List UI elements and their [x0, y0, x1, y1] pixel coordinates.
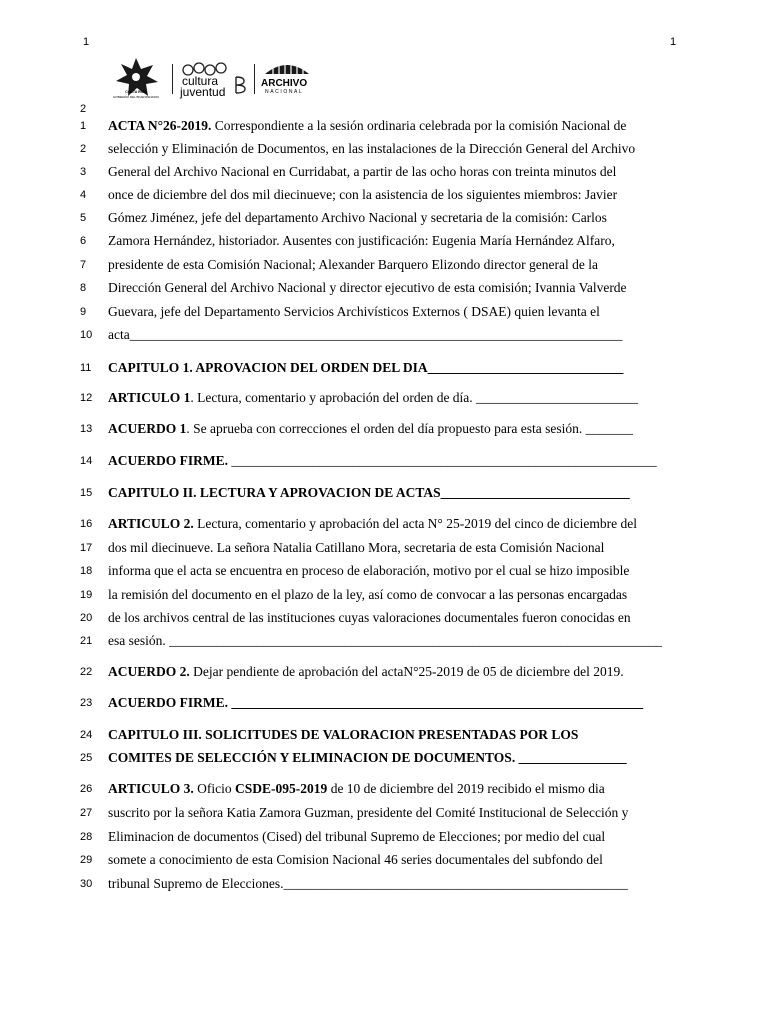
- text-run: acta_________________________________________________________________________: [108, 327, 623, 342]
- page-number-right: 1: [670, 36, 677, 48]
- line-number: 9: [80, 306, 87, 318]
- line-number: 29: [80, 854, 93, 866]
- text-run: Gómez Jiménez, jefe del departamento Archivo Nacional y secretaria de la comisión: Carlos: [108, 210, 607, 225]
- line-number: 30: [80, 878, 93, 890]
- line-number: 8: [80, 282, 87, 294]
- line-number: 21: [80, 635, 93, 647]
- line-number: 23: [80, 697, 93, 709]
- line-number: 28: [80, 831, 93, 843]
- line-number: 2: [80, 103, 87, 115]
- line-number: 19: [80, 589, 93, 601]
- document-line: [108, 829, 708, 845]
- document-line: [108, 540, 708, 556]
- text-run: tribunal Supremo de Elecciones.___________________________________________________: [108, 876, 628, 891]
- line-number: 2: [80, 143, 87, 155]
- line-number: 12: [80, 392, 93, 404]
- document-line: [108, 453, 708, 469]
- line-number: 4: [80, 189, 87, 201]
- document-line: [108, 805, 708, 821]
- document-line: [108, 781, 708, 797]
- line-number: 13: [80, 423, 93, 435]
- line-number: 18: [80, 565, 93, 577]
- document-line: [108, 485, 708, 501]
- bold-text-run: ACUERDO 1: [108, 421, 187, 436]
- document-line: [108, 876, 708, 892]
- juventud-word: juventud: [180, 85, 226, 99]
- line-number: 22: [80, 666, 93, 678]
- line-number: 17: [80, 542, 93, 554]
- bold-text-run: CAPITULO III. SOLICITUDES DE VALORACION PRESENTADAS POR LOS: [108, 727, 579, 742]
- text-run: dos mil diecinueve. La señora Natalia Catillano Mora, secretaria de esta Comisión Nacional: [108, 540, 605, 555]
- logo-separator-2: [254, 64, 255, 94]
- text-run: la remisión del documento en el plazo de la ley, así como de convocar a las personas encargadas: [108, 587, 628, 602]
- archivo-nacional-icon: [261, 62, 313, 76]
- line-number: 6: [80, 235, 87, 247]
- logo-separator: [172, 64, 173, 94]
- line-number: 15: [80, 487, 93, 499]
- line-number: 10: [80, 329, 93, 341]
- document-line: [108, 141, 708, 157]
- line-number: 24: [80, 729, 93, 741]
- document-line: [108, 257, 708, 273]
- document-line: [108, 610, 708, 626]
- text-run: esa sesión. _________________________________________________________________________: [108, 633, 662, 648]
- document-line: [108, 727, 708, 743]
- line-number: 16: [80, 518, 93, 530]
- text-run: . Lectura, comentario y aprobación del orden de día. ________________________: [190, 390, 639, 405]
- text-run: Zamora Hernández, historiador. Ausentes con justificación: Eugenia María Hernández Alfaro,: [108, 233, 615, 248]
- line-number: 20: [80, 612, 93, 624]
- document-line: [108, 233, 708, 249]
- text-run: . Se aprueba con correcciones el orden del día propuesto para esta sesión. _______: [186, 421, 633, 436]
- line-number: 1: [80, 120, 87, 132]
- document-line: [108, 360, 708, 376]
- text-run: once de diciembre del dos mil diecinueve; con la asistencia de los siguientes miembros: Javier: [108, 187, 618, 202]
- emblem-caption-1: COSTA RICA: [125, 90, 147, 94]
- line-number: 11: [80, 362, 92, 374]
- text-run: Eliminacion de documentos (Cised) del tribunal Supremo de Elecciones; por medio del cual: [108, 829, 606, 844]
- text-run: suscrito por la señora Katia Zamora Guzman, presidente del Comité Institucional de Selección y: [108, 805, 629, 820]
- line-number: 26: [80, 783, 93, 795]
- bold-text-run: COMITES DE SELECCIÓN Y ELIMINACION DE DOCUMENTOS. ________________: [108, 750, 627, 765]
- text-run: Lectura, comentario y aprobación del acta N° 25-2019 del cinco de diciembre del: [193, 516, 638, 531]
- bold-text-run: ARTICULO 1: [108, 390, 191, 405]
- document-line: [108, 852, 708, 868]
- line-number: 25: [80, 752, 93, 764]
- bold-text-run: CSDE-095-2019: [235, 781, 328, 796]
- document-line: [108, 327, 708, 343]
- document-line: [108, 695, 708, 711]
- document-line: [108, 421, 708, 437]
- bold-text-run: ACUERDO FIRME. _____________________________________________________________: [108, 695, 644, 710]
- bold-text-run: ARTICULO 2.: [108, 516, 194, 531]
- nacional-word: NACIONAL: [265, 89, 304, 95]
- bold-text-run: CAPITULO II. LECTURA Y APROVACION DE ACTAS____________________________: [108, 485, 630, 500]
- text-run: informa que el acta se encuentra en proceso de elaboración, motivo por el cual se hizo imposible: [108, 563, 630, 578]
- document-line: [108, 187, 708, 203]
- text-run: selección y Eliminación de Documentos, en las instalaciones de la Dirección General del Archivo: [108, 141, 636, 156]
- document-line: [108, 750, 708, 766]
- header-logos: [110, 56, 330, 102]
- document-line: [108, 587, 708, 603]
- page-number-left: 1: [83, 36, 90, 48]
- document-line: [108, 118, 708, 134]
- text-run: somete a conocimiento de esta Comision Nacional 46 series documentales del subfondo del: [108, 852, 603, 867]
- document-line: [108, 563, 708, 579]
- document-line: [108, 516, 708, 532]
- text-run: presidente de esta Comisión Nacional; Alexander Barquero Elizondo director general de la: [108, 257, 598, 272]
- text-run: Correspondiente a la sesión ordinaria celebrada por la comisión Nacional de: [211, 118, 627, 133]
- bold-text-run: CAPITULO 1. APROVACION DEL ORDEN DEL DIA_____________________________: [108, 360, 624, 375]
- line-number: 3: [80, 166, 87, 178]
- text-run: Dirección General del Archivo Nacional y director ejecutivo de esta comisión; Ivannia Valverde: [108, 280, 627, 295]
- document-line: [108, 664, 708, 680]
- line-number: 14: [80, 455, 93, 467]
- archivo-word: ARCHIVO: [261, 78, 308, 89]
- cultura-b-mark-icon: [234, 76, 246, 94]
- text-run: Guevara, jefe del Departamento Servicios Archivísticos Externos ( DSAE) quien levanta el: [108, 304, 600, 319]
- text-run: Oficio: [193, 781, 236, 796]
- document-line: [108, 210, 708, 226]
- text-run: de los archivos central de las instituciones cuyas valoraciones documentales fueron conocidas en: [108, 610, 631, 625]
- text-run: _______________________________________________________________: [228, 453, 657, 468]
- document-line: [108, 633, 708, 649]
- document-line: [108, 280, 708, 296]
- text-run: de 10 de diciembre del 2019 recibido el mismo dia: [327, 781, 605, 796]
- document-line: [108, 390, 708, 406]
- bold-text-run: ARTICULO 3.: [108, 781, 194, 796]
- document-line: [108, 304, 708, 320]
- bold-text-run: ACUERDO 2.: [108, 664, 190, 679]
- line-number: 7: [80, 259, 87, 271]
- line-number: 5: [80, 212, 87, 224]
- bold-text-run: ACTA N°26-2019.: [108, 118, 212, 133]
- document-line: [108, 164, 708, 180]
- text-run: Dejar pendiente de aprobación del actaN°25-2019 de 05 de diciembre del 2019.: [189, 664, 624, 679]
- line-number: 27: [80, 807, 93, 819]
- bold-text-run: ACUERDO FIRME.: [108, 453, 228, 468]
- emblem-caption-2: GOBIERNO DEL BICENTENARIO: [112, 95, 160, 99]
- cultura-word: cultura: [182, 74, 219, 88]
- text-run: General del Archivo Nacional en Curridabat, a partir de las ocho horas con treinta minutos del: [108, 164, 617, 179]
